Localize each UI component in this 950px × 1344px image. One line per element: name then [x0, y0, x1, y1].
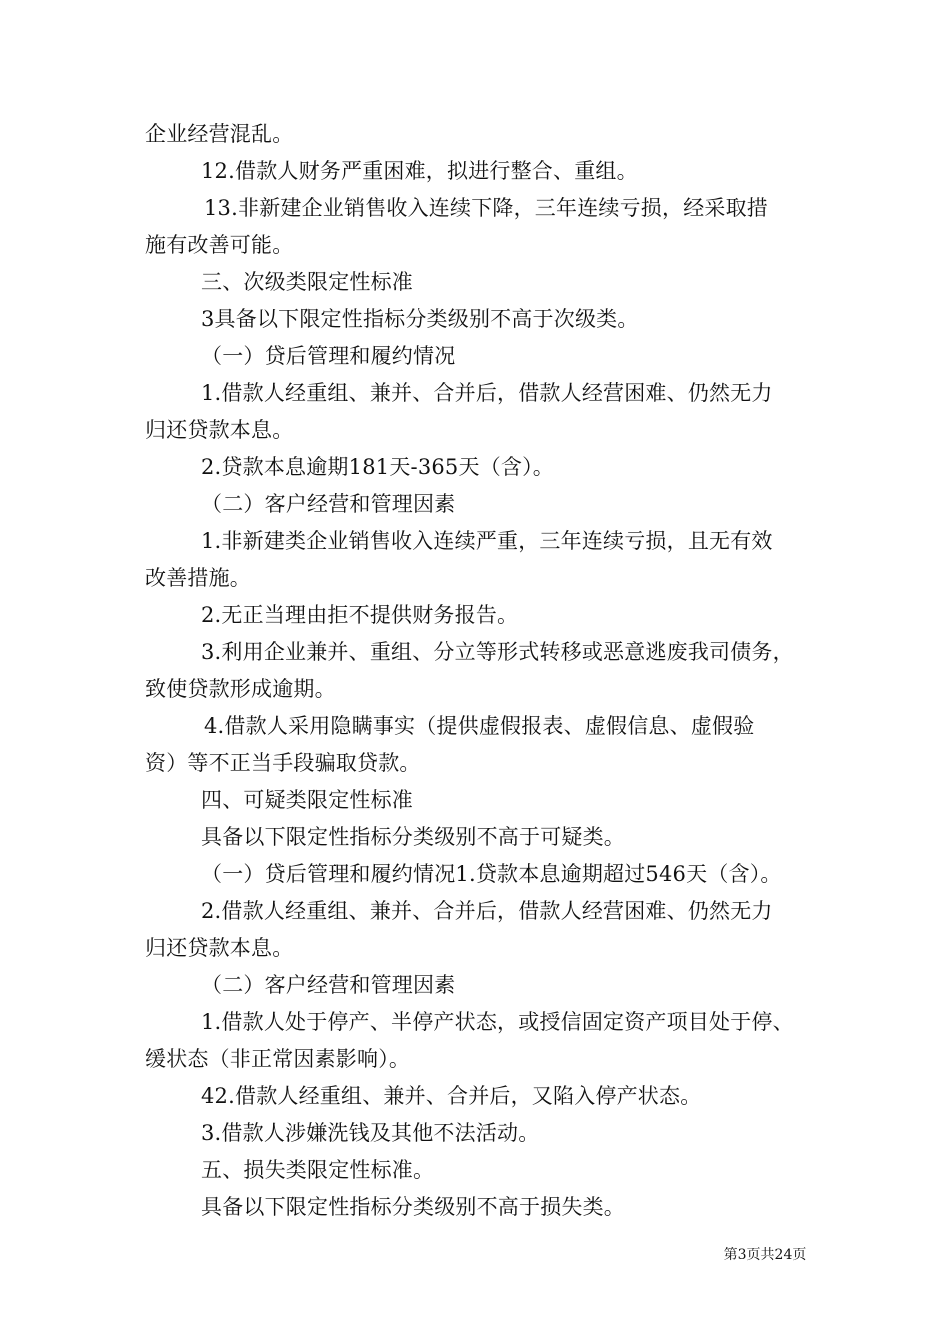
- text-line: 致使贷款形成逾期。: [145, 677, 336, 701]
- text-line: 归还贷款本息。: [145, 936, 294, 960]
- section-heading: 三、次级类限定性标准: [201, 270, 413, 294]
- text-line: 12.借款人财务严重困难，拟进行整合、重组。: [201, 159, 638, 183]
- text-line: 42.借款人经重组、兼并、合并后，又陷入停产状态。: [201, 1084, 702, 1108]
- text-line: 缓状态（非正常因素影响）。: [145, 1047, 411, 1071]
- text-line: 2.无正当理由拒不提供财务报告。: [201, 603, 519, 627]
- text-line: 3具备以下限定性指标分类级别不高于次级类。: [201, 307, 639, 331]
- text-line: 施有改善可能。: [145, 233, 294, 257]
- subsection-heading: （二）客户经营和管理因素: [201, 492, 456, 516]
- text-line: 3.利用企业兼并、重组、分立等形式转移或恶意逃废我司债务，: [201, 640, 794, 664]
- section-heading: 四、可疑类限定性标准: [201, 788, 413, 812]
- text-line: 3.借款人涉嫌洗钱及其他不法活动。: [201, 1121, 540, 1145]
- text-line: 4.借款人采用隐瞒事实（提供虚假报表、虚假信息、虚假验: [204, 714, 755, 738]
- text-line: 1.借款人处于停产、半停产状态，或授信固定资产项目处于停、: [201, 1010, 794, 1034]
- text-line: 1.借款人经重组、兼并、合并后，借款人经营困难、仍然无力: [201, 381, 773, 405]
- text-line: 具备以下限定性指标分类级别不高于损失类。: [201, 1195, 625, 1219]
- text-line: 2.贷款本息逾期181天-365天（含）。: [201, 455, 554, 479]
- subsection-heading: （一）贷后管理和履约情况: [201, 344, 456, 368]
- text-line: 13.非新建企业销售收入连续下降，三年连续亏损，经采取措: [204, 196, 768, 220]
- text-line: 2.借款人经重组、兼并、合并后，借款人经营困难、仍然无力: [201, 899, 773, 923]
- text-line: 改善措施。: [145, 566, 251, 590]
- text-line: （一）贷后管理和履约情况1.贷款本息逾期超过546天（含）。: [201, 862, 782, 886]
- subsection-heading: （二）客户经营和管理因素: [201, 973, 456, 997]
- text-line: 归还贷款本息。: [145, 418, 294, 442]
- text-line: 1.非新建类企业销售收入连续严重，三年连续亏损，且无有效: [201, 529, 773, 553]
- text-line: 具备以下限定性指标分类级别不高于可疑类。: [201, 825, 625, 849]
- text-line: 企业经营混乱。: [145, 122, 294, 146]
- text-line: 资）等不正当手段骗取贷款。: [145, 751, 421, 775]
- section-heading: 五、损失类限定性标准。: [201, 1158, 435, 1182]
- page-number-footer: 第3页共24页: [723, 1247, 807, 1263]
